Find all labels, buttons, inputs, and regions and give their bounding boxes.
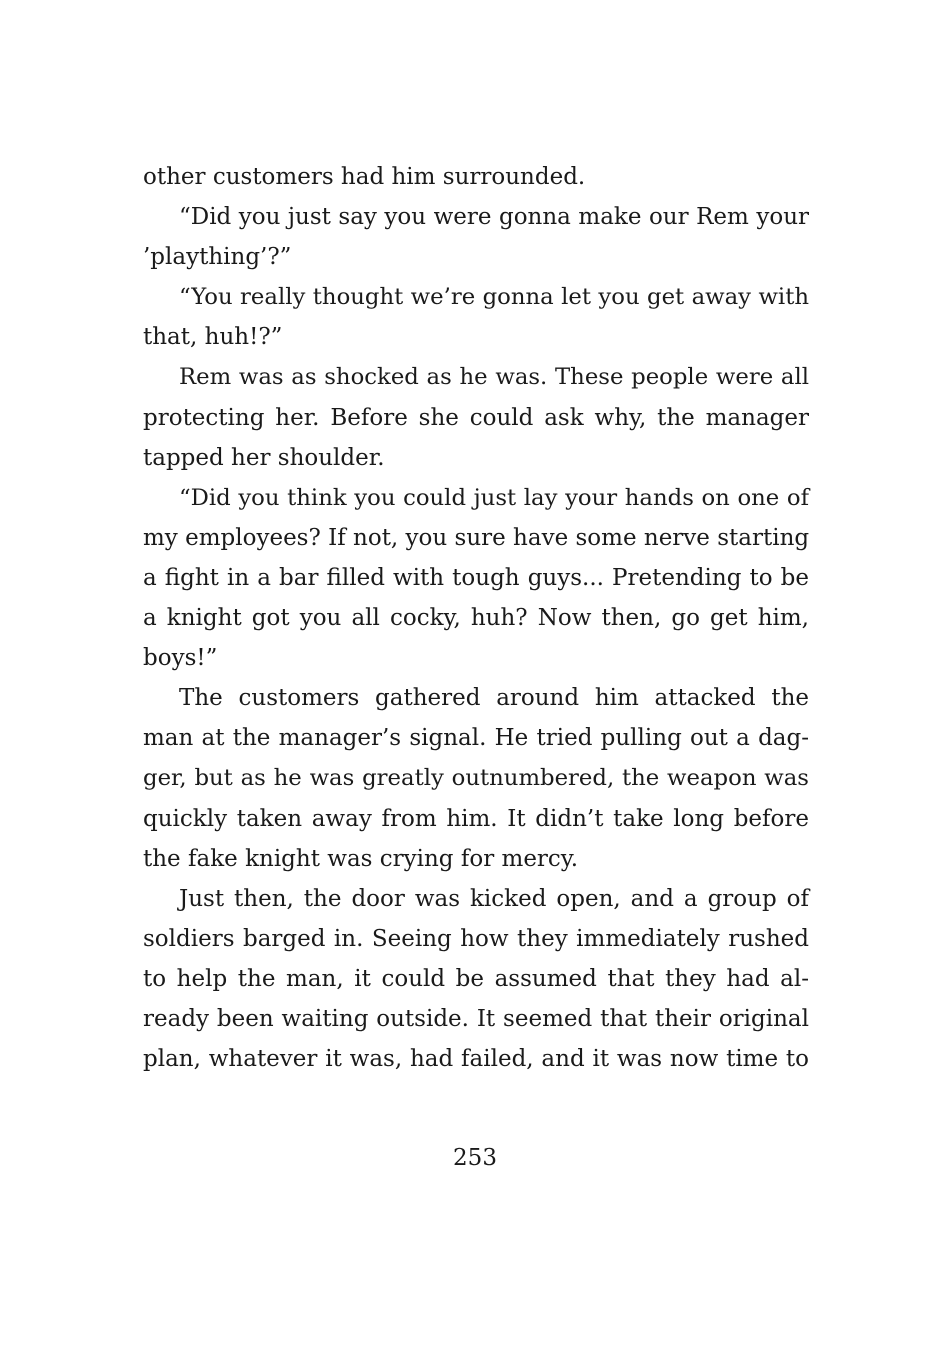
text-line: other customers had him surrounded. xyxy=(143,164,586,190)
text-line: ’plaything’?” xyxy=(143,244,292,271)
text-line: man at the manager’s signal. He tried pulling out a dag- xyxy=(143,725,809,752)
text-line: plan, whatever it was, had failed, and it was now time to xyxy=(143,1046,809,1073)
text-line: soldiers barged in. Seeing how they immediately rushed xyxy=(143,925,809,952)
text-line: tapped her shoulder. xyxy=(143,444,385,471)
text-line: ready been waiting outside. It seemed that their original xyxy=(143,1005,809,1032)
text-line: protecting her. Before she could ask why, the manager xyxy=(143,404,809,431)
text-line: “Did you think you could just lay your hands on one of xyxy=(179,484,809,511)
text-line: Just then, the door was kicked open, and a group of xyxy=(179,885,809,912)
text-line: “Did you just say you were gonna make our Rem your xyxy=(179,204,809,231)
text-line: “You really thought we’re gonna let you get away with xyxy=(179,284,809,311)
text-line: a knight got you all cocky, huh? Now then, go get him, xyxy=(143,605,809,632)
text-line: boys!” xyxy=(143,645,218,672)
body-text xyxy=(143,157,809,1079)
text-line: Rem was as shocked as he was. These people were all xyxy=(179,364,809,391)
text-line: a fight in a bar filled with tough guys... Pretending to be xyxy=(143,564,809,591)
text-line: The customers gathered around him attacked the xyxy=(179,685,809,712)
text-line: ger, but as he was greatly outnumbered, the weapon was xyxy=(143,765,809,792)
text-line: the fake knight was crying for mercy. xyxy=(143,845,579,872)
text-line: to help the man, it could be assumed that they had al- xyxy=(143,965,809,992)
text-line: that, huh!?” xyxy=(143,324,283,351)
text-line: quickly taken away from him. It didn’t take long before xyxy=(143,805,809,832)
text-line: my employees? If not, you sure have some nerve starting xyxy=(143,524,810,551)
page-number: 253 xyxy=(453,1145,497,1171)
